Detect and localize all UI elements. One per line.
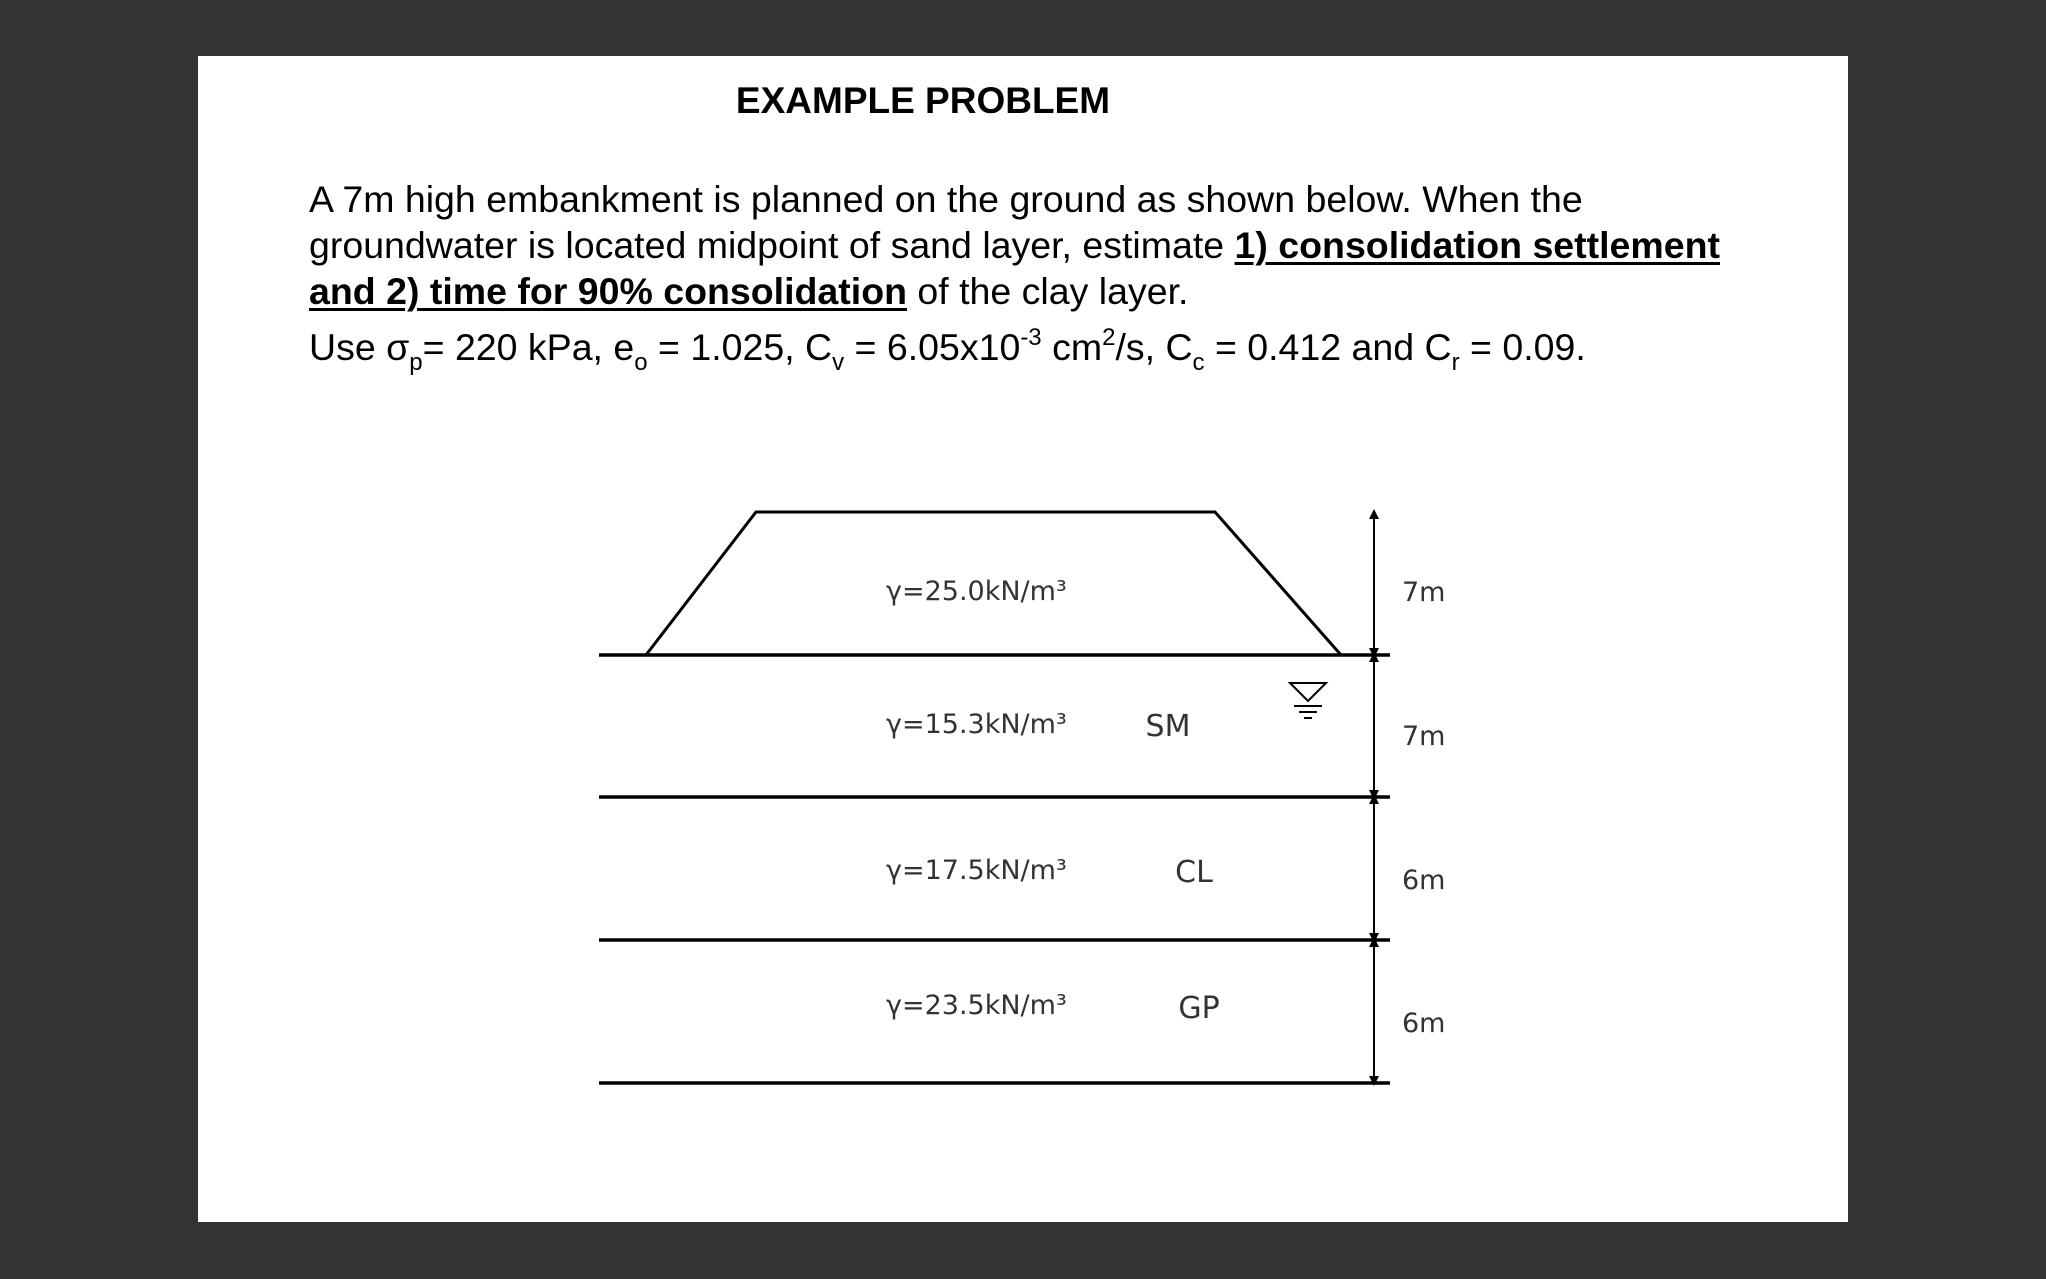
cc-value: = 0.412 and — [1204, 326, 1425, 368]
e-sub: o — [634, 349, 648, 376]
param-prefix: Use — [309, 326, 387, 368]
cc-sub: c — [1192, 349, 1205, 376]
sm-thickness: 7m — [1402, 721, 1446, 752]
e-value: = 1.025, — [647, 326, 806, 368]
sm-layer-code: SM — [1145, 709, 1191, 744]
cr-value: = 0.09. — [1459, 326, 1586, 368]
cl-unit-weight: γ=17.5kN/m³ — [886, 855, 1067, 886]
embankment-unit-weight: γ=25.0kN/m³ — [886, 576, 1067, 607]
cl-thickness: 6m — [1402, 865, 1446, 896]
gp-thickness: 6m — [1402, 1008, 1446, 1039]
cv-unit-end: /s, — [1115, 326, 1166, 368]
slide — [198, 56, 1848, 1222]
cr-sub: r — [1451, 349, 1460, 376]
sigma-value: = 220 kPa, — [422, 326, 614, 368]
cv-value: = 6.05x10 — [844, 326, 1021, 368]
e-symbol: e — [613, 326, 635, 368]
sigma-sub: p — [409, 349, 423, 376]
gp-unit-weight: γ=23.5kN/m³ — [886, 990, 1067, 1021]
cv-exponent: -3 — [1020, 324, 1042, 351]
cv-unit: cm — [1041, 326, 1103, 368]
gp-layer-code: GP — [1178, 991, 1220, 1026]
page-title: EXAMPLE PROBLEM — [735, 80, 1111, 121]
sm-unit-weight: γ=15.3kN/m³ — [886, 709, 1067, 740]
problem-text-start: A 7m high embankment is planned on the ground as shown below. When the groundwater is located midpoint of sand layer, estimate — [309, 178, 1583, 266]
soil-profile-diagram — [198, 56, 1848, 1222]
cv-sub: v — [832, 349, 845, 376]
water-table-icon — [1290, 683, 1326, 718]
problem-text-end: of the clay layer. — [907, 270, 1189, 312]
cv-unit-exponent: 2 — [1102, 324, 1116, 351]
cv-symbol: C — [805, 326, 833, 368]
cc-symbol: C — [1165, 326, 1193, 368]
cr-symbol: C — [1424, 326, 1452, 368]
problem-emphasis: 1) consolidation settlement and 2) time for 90% consolidation — [309, 224, 1721, 312]
cl-layer-code: CL — [1175, 855, 1213, 890]
sigma-symbol: σ — [386, 326, 410, 368]
embankment-thickness: 7m — [1402, 577, 1446, 608]
